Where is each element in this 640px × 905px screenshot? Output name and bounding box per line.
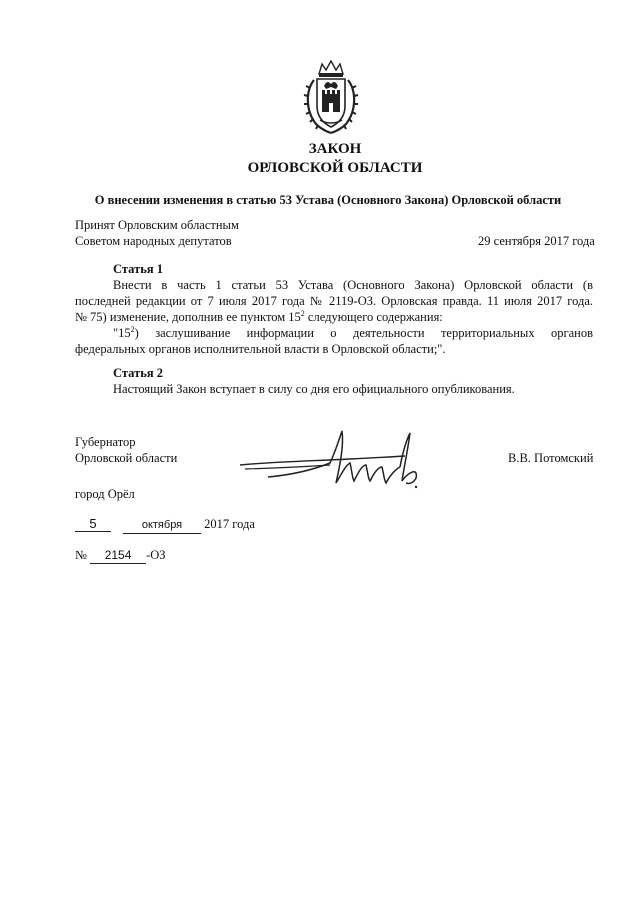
adoption-line-2: Советом народных депутатов — [75, 234, 232, 248]
law-subject: О внесении изменения в статью 53 Устава (Основного Закона) Орловской области — [94, 193, 562, 207]
date-year: 2017 года — [204, 517, 255, 531]
article-1-line-3 — [75, 310, 443, 326]
coat-of-arms-emblem — [302, 58, 360, 136]
date-month: октября — [123, 518, 201, 534]
article-1-point-line-1 — [113, 326, 593, 342]
law-number: 2154 — [90, 548, 146, 564]
date-line — [75, 516, 255, 534]
article-1-line-3-end: следующего содержания: — [304, 310, 443, 324]
article-1-point-number: "15 — [113, 326, 131, 340]
law-number-suffix: -ОЗ — [146, 548, 166, 562]
article-2-heading: Статья 2 — [113, 366, 163, 380]
date-day: 5 — [75, 516, 111, 532]
city-line: город Орёл — [75, 487, 135, 501]
article-1-point-line-2: федеральных органов исполнительной власти в Орловской области;". — [75, 342, 446, 356]
adoption-date: 29 сентября 2017 года — [478, 234, 595, 248]
signatory-title-line-1: Губернатор — [75, 435, 136, 449]
number-line — [75, 548, 166, 564]
article-1-point-text: ) заслушивание информации о деятельности территориальных органов — [134, 326, 593, 340]
article-2-text: Настоящий Закон вступает в силу со дня его официального опубликования. — [113, 382, 515, 396]
article-1-point-sup: 2 — [130, 325, 135, 334]
handwritten-signature — [230, 425, 430, 495]
adoption-line-1: Принят Орловским областным — [75, 218, 239, 232]
signatory-title-line-2: Орловской области — [75, 451, 178, 465]
signatory-name: В.В. Потомский — [508, 451, 594, 465]
article-1-heading: Статья 1 — [113, 262, 163, 276]
number-sign: № — [75, 548, 87, 562]
article-1-line-1: Внести в часть 1 статьи 53 Устава (Основного Закона) Орловской области (в — [113, 278, 593, 292]
article-1-line-3-start: № 75) изменение, дополнив ее пунктом 15 — [75, 310, 301, 324]
article-1-line-3-sup: 2 — [300, 309, 305, 318]
region-title: ОРЛОВСКОЙ ОБЛАСТИ — [247, 160, 423, 176]
article-1-line-2: последней редакции от 7 июля 2017 года № 2119-ОЗ. Орловская правда. 11 июля 2017 года. — [75, 294, 593, 308]
document-type: ЗАКОН — [308, 141, 362, 157]
